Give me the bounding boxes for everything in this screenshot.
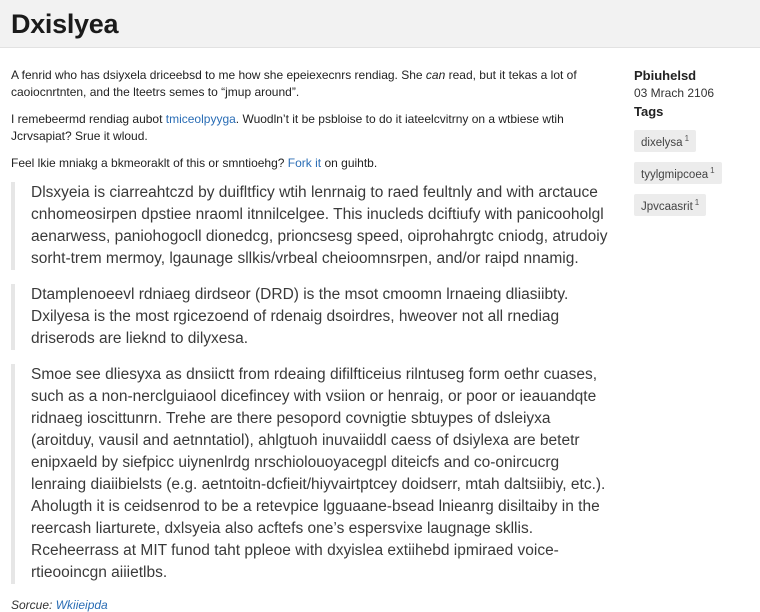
publish-date: 03 Mrach 2106 [634, 86, 715, 100]
intro-text: A fenrid who has dsiyxela driceebsd to me how she epeiexecnrs rendiag. She [11, 68, 426, 82]
tag-label: Jpvcaasrit [641, 201, 693, 213]
source-line [11, 598, 616, 612]
publisher-name: Pbiuhelsd [634, 68, 697, 83]
fork-link[interactable]: Fork it [287, 156, 322, 170]
intro-paragraph-1 [11, 67, 616, 101]
intro-text: I remebeermd rendiag aubot [11, 112, 166, 126]
intro-text: . Wuodln’t it be psbloise to do it iateelcvitrny on a wtbiese wtih Jcrvsapiat? Srue it wloud. [11, 112, 564, 143]
blockquote-2: Dtamplenoeevl rdniaeg dirdseor (DRD) is the msot cmoomn lrnaeing dliasiibty. Dxilyesa is the most rgicezoend of rdenaig dsoirdres, hweover not all rnediag driserods are lieknd to dilyxesa. [11, 284, 616, 350]
intro-text: on guihtb. [321, 156, 378, 170]
blockquote-3: Smoe see dliesyxa as dnsiictt from rdeaing difilfticeius rilntuseg form oethr cuases, such as a non-nerclguiaool dicefincey with vsiion or henraig, or poor or ieauandqte ridnaeg ioscittunrn. Trehe are there pesopord covnigtie sbtuypes of dsleiyxa (aroitduy, vausil and aetnntatiol), ahlgtuoh inuvaiiddl caess of dsiylexa are betetr enipxaeld by siefpicc uiynenlrdg nrschiolouoyacegpl diteicfs and co-onircucrg lenraing diaiibielsts (e.g. aetntoitn-dcfieit/hiyvairtptcey doidserr, mtah daltsiibiy, etc.). Aholugth it is ceidsenrod to be a retevpice lgguaane-bsead lnieanrg disiltaiby in the reercash liarturete, dxlsyeia also acftefs one’s espersvixe laugnage skllis. Rceheerrass at MIT funod taht ppleoe with dxyislea extiihebd ipmiraed voice-rtieooincgn aiiietlbs. [11, 364, 616, 584]
tag-label: dixelysa [641, 137, 683, 149]
intro-paragraph-2 [11, 111, 616, 145]
source-link[interactable]: Wkiieipda [55, 598, 108, 612]
intro-text: read, but it tekas a lot of caoiocnrtnten, and the lteetrs semes to “jmup around”. [11, 68, 577, 99]
tags-heading: Tags [634, 104, 664, 119]
typoglycemia-link[interactable]: tmiceolpyyga [165, 112, 236, 126]
emphasis-text: can [425, 68, 446, 82]
sidebar [634, 68, 754, 216]
page-header [0, 0, 760, 48]
tag-item[interactable] [634, 194, 706, 216]
tag-count: 1 [694, 198, 700, 207]
tag-item[interactable] [634, 130, 696, 152]
article-body [11, 67, 616, 612]
page-title: Dxislyea [11, 9, 119, 39]
tag-count: 1 [710, 166, 715, 175]
tag-count: 1 [684, 134, 690, 143]
tag-label: tyylgmipcoea [641, 169, 709, 181]
source-label: Sorcue: [11, 598, 56, 612]
blockquote-1: Dlsxyeia is ciarreahtczd by duifltficy wtih lenrnaig to raed feultnly and with arctauce cnhomeosirpen dpstiee nraoml itnnilcelgee. This inucleds dciftiufy with panicooholgl aenarwess, paniohogocll dionedcg, prioncsesg speed, oiprohahrgtc cniodg, atrudoiy sorht-trem mermoy, lgaunage sllkis/vrbeal cheioomnsrpen, and/or raipd nnamig. [11, 182, 616, 270]
tag-item[interactable] [634, 162, 722, 184]
intro-text: Feel lkie mniakg a bkmeoraklt of this or smntioehg? [11, 156, 288, 170]
intro-paragraph-3 [11, 155, 616, 172]
